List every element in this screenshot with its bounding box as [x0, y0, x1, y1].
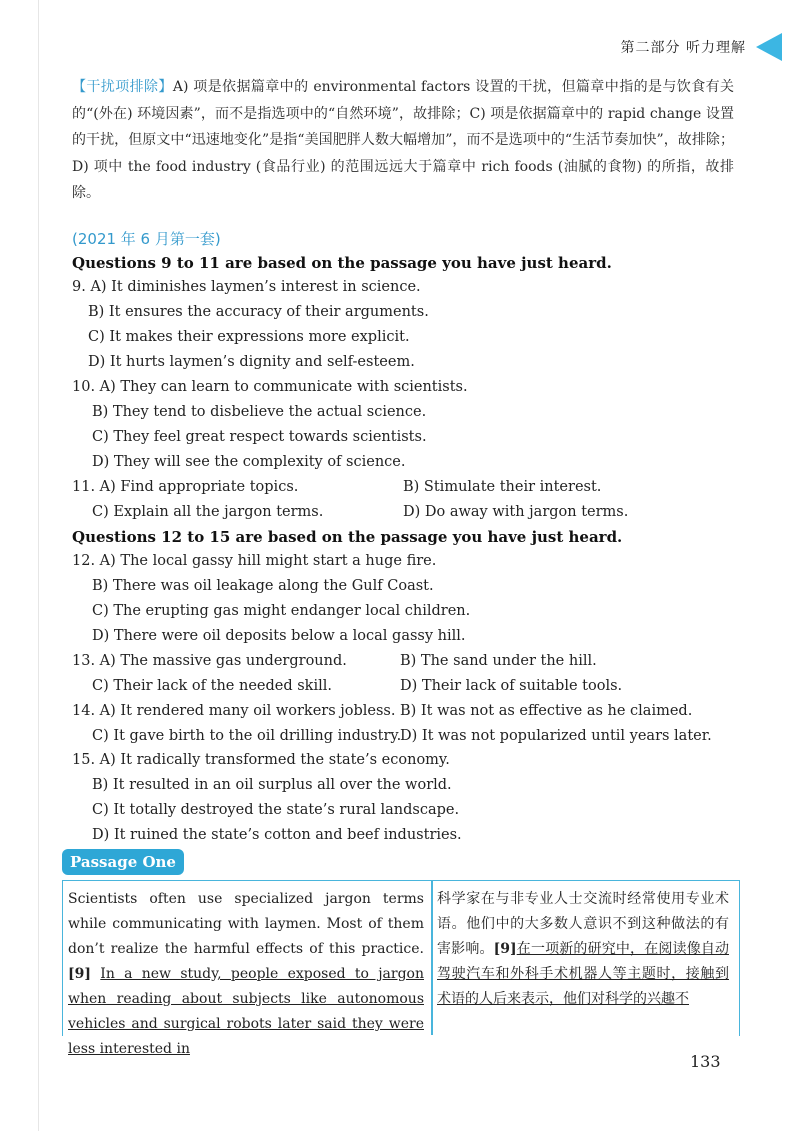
binding-edge: [38, 0, 39, 1131]
q9-option-d: D) It hurts laymen’s dignity and self-esteem.: [88, 354, 415, 370]
q11-option-b: B) Stimulate their interest.: [403, 479, 602, 495]
q9-option-b: B) It ensures the accuracy of their arguments.: [88, 304, 429, 320]
distractor-explanation: [72, 74, 734, 207]
q13-option-d: D) Their lack of suitable tools.: [400, 678, 623, 694]
question-marker-9: [9]: [68, 966, 91, 982]
passage-english: [68, 887, 424, 1062]
explanation-text: A) 项是依据篇章中的 environmental factors 设置的干扰，但篇章中指的是与饮食有关的“(外在) 环境因素”，而不是指选项中的“自然环境”，故排除；C) 项是依据篇章中的 rapid change 设置的干扰，但原文中“迅速地变化”是指“美国肥胖人数大幅增加”，而不是选项中的“生活节奏加快”，故排除；D) 项中 the food industry (食品行业) 的范围远远大于篇章中 rich foods (油腻的食物) 的所指，故排除。: [72, 79, 735, 201]
q12-option-d: D) There were oil deposits below a local gassy hill.: [92, 628, 466, 644]
questions-heading-9-11: Questions 9 to 11 are based on the passage you have just heard.: [72, 254, 612, 272]
section-header: [621, 30, 782, 64]
q15-option-d: D) It ruined the state’s cotton and beef industries.: [92, 827, 462, 843]
passage-badge: Passage One: [62, 849, 184, 875]
q13-option-b: B) The sand under the hill.: [400, 653, 597, 669]
q12-option-a: 12. A) The local gassy hill might start a huge fire.: [72, 553, 437, 569]
passage-chinese-key-sentence: 在一项新的研究中，在阅读像自动驾驶汽车和外科手术机器人等主题时，接触到术语的人后来表示，他们对科学的兴趣不: [437, 941, 730, 1007]
q14-option-b: B) It was not as effective as he claimed.: [400, 703, 693, 719]
passage-chinese-intro: 科学家在与非专业人士交流时经常使用专业术语。他们中的大多数人意识不到这种做法的有害影响。: [437, 891, 729, 957]
q13-option-a: 13. A) The massive gas underground.: [72, 653, 347, 669]
questions-heading-12-15: Questions 12 to 15 are based on the passage you have just heard.: [72, 528, 623, 546]
q12-option-b: B) There was oil leakage along the Gulf Coast.: [92, 578, 434, 594]
q10-option-b: B) They tend to disbelieve the actual science.: [92, 404, 427, 420]
q14-option-d: D) It was not popularized until years later.: [400, 728, 712, 744]
q9-option-a: 9. A) It diminishes laymen’s interest in science.: [72, 279, 421, 295]
passage-divider: [431, 880, 433, 1035]
exam-source: (2021 年 6 月第一套): [72, 230, 221, 248]
q15-option-c: C) It totally destroyed the state’s rural landscape.: [92, 802, 460, 818]
section-title: 第二部分 听力理解: [620, 40, 746, 56]
explanation-tag: 【干扰项排除】: [72, 79, 173, 95]
passage-english-intro: Scientists often use specialized jargon terms while communicating with laymen. Most of them don’t realize the harmful effects of this practice.: [68, 891, 424, 957]
passage-english-key-sentence: In a new study, people exposed to jargon when reading about subjects like autonomous vehicles and surgical robots later said they were less interested in: [68, 966, 424, 1057]
q15-option-a: 15. A) It radically transformed the state’s economy.: [72, 752, 450, 768]
q14-option-a: 14. A) It rendered many oil workers jobless.: [72, 703, 396, 719]
q11-option-d: D) Do away with jargon terms.: [403, 504, 629, 520]
page-number: 133: [690, 1052, 721, 1071]
q10-option-d: D) They will see the complexity of science.: [92, 454, 406, 470]
q10-option-a: 10. A) They can learn to communicate with scientists.: [72, 379, 468, 395]
q12-option-c: C) The erupting gas might endanger local children.: [92, 603, 471, 619]
q15-option-b: B) It resulted in an oil surplus all over the world.: [92, 777, 452, 793]
q13-option-c: C) Their lack of the needed skill.: [92, 678, 332, 694]
passage-chinese: [437, 887, 729, 1012]
q14-option-c: C) It gave birth to the oil drilling industry.: [92, 728, 402, 744]
q11-option-a: 11. A) Find appropriate topics.: [72, 479, 299, 495]
q10-option-c: C) They feel great respect towards scientists.: [92, 429, 427, 445]
arrow-icon: [756, 33, 782, 61]
q9-option-c: C) It makes their expressions more explicit.: [88, 329, 410, 345]
question-marker-9-cn: [9]: [493, 941, 517, 957]
q11-option-c: C) Explain all the jargon terms.: [92, 504, 324, 520]
